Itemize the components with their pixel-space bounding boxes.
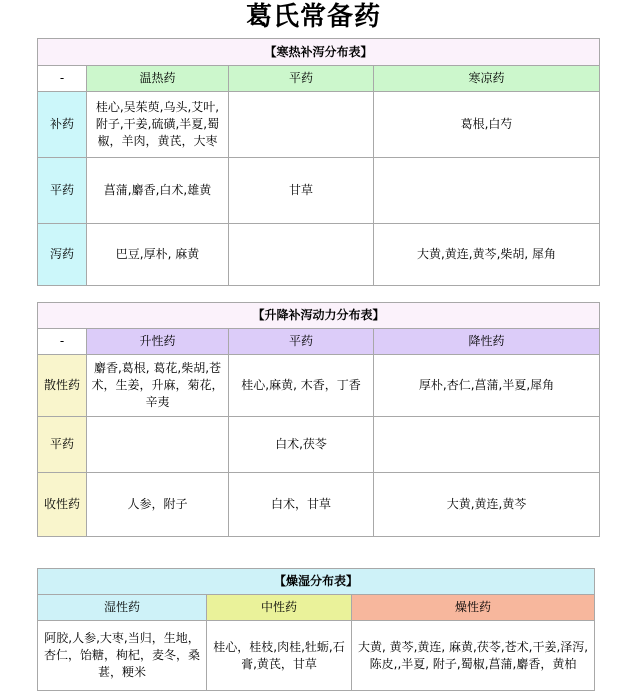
table2-cell bbox=[87, 417, 229, 473]
table3-header-dry: 燥性药 bbox=[352, 595, 595, 621]
rise-fall-table bbox=[37, 302, 600, 537]
cold-hot-table bbox=[37, 38, 600, 286]
table2-header-neutral: 平药 bbox=[229, 329, 374, 355]
page-title: 葛氏常备药 bbox=[245, 2, 381, 32]
table2-cell: 桂心,麻黄, 木香，丁香 bbox=[229, 355, 374, 417]
table3-caption: 【燥湿分布表】 bbox=[38, 569, 595, 595]
table2-caption: 【升降补泻动力分布表】 bbox=[38, 303, 600, 329]
table3-cell: 桂心，桂枝,肉桂,牡蛎,石膏,黄芪，甘草 bbox=[207, 621, 352, 691]
table2-cell: 厚朴,杏仁,菖蒲,半夏,犀角 bbox=[374, 355, 600, 417]
table1-row-label: 泻药 bbox=[38, 224, 87, 286]
table1-cell: 巴豆,厚朴, 麻黄 bbox=[87, 224, 229, 286]
table2-cell: 白术,茯苓 bbox=[229, 417, 374, 473]
table1-caption: 【寒热补泻分布表】 bbox=[38, 39, 600, 66]
table2-cell: 麝香,葛根, 葛花,柴胡,苍术，生姜，升麻，菊花，辛夷 bbox=[87, 355, 229, 417]
table2-cell bbox=[374, 417, 600, 473]
table2-cell: 人参，附子 bbox=[87, 473, 229, 537]
table1-header-cold: 寒凉药 bbox=[374, 66, 600, 92]
table1-row-label: 补药 bbox=[38, 92, 87, 158]
table1-cell: 桂心,吴茱萸,乌头,艾叶,附子,干姜,硫磺,半夏,蜀椒，羊肉，黄芪，大枣 bbox=[87, 92, 229, 158]
table1-cell: 甘草 bbox=[229, 158, 374, 224]
table2-row-label: 收性药 bbox=[38, 473, 87, 537]
table2-row-label: 平药 bbox=[38, 417, 87, 473]
table2-header-rising: 升性药 bbox=[87, 329, 229, 355]
table1-cell bbox=[374, 158, 600, 224]
table1-cell bbox=[229, 92, 374, 158]
table2-cell: 大黄,黄连,黄芩 bbox=[374, 473, 600, 537]
table1-row-label: 平药 bbox=[38, 158, 87, 224]
table3-header-neutral: 中性药 bbox=[207, 595, 352, 621]
table2-corner: - bbox=[38, 329, 87, 355]
table3-cell: 阿胶,人参,大枣,当归，生地，杏仁，饴糖，枸杞，麦冬，桑葚，粳米 bbox=[38, 621, 207, 691]
table1-header-warm: 温热药 bbox=[87, 66, 229, 92]
table1-header-neutral: 平药 bbox=[229, 66, 374, 92]
table2-header-falling: 降性药 bbox=[374, 329, 600, 355]
table1-cell: 菖蒲,麝香,白术,雄黄 bbox=[87, 158, 229, 224]
dry-wet-table bbox=[37, 568, 595, 691]
table2-cell: 白术，甘草 bbox=[229, 473, 374, 537]
table1-cell: 大黄,黄连,黄芩,柴胡, 犀角 bbox=[374, 224, 600, 286]
table3-header-wet: 湿性药 bbox=[38, 595, 207, 621]
table1-cell bbox=[229, 224, 374, 286]
table1-cell: 葛根,白芍 bbox=[374, 92, 600, 158]
table2-row-label: 散性药 bbox=[38, 355, 87, 417]
table3-cell: 大黄, 黄芩,黄连, 麻黄,茯苓,苍术,干姜,泽泻,陈皮,,半夏, 附子,蜀椒,菖蒲,麝香，黄柏 bbox=[352, 621, 595, 691]
table1-corner: - bbox=[38, 66, 87, 92]
